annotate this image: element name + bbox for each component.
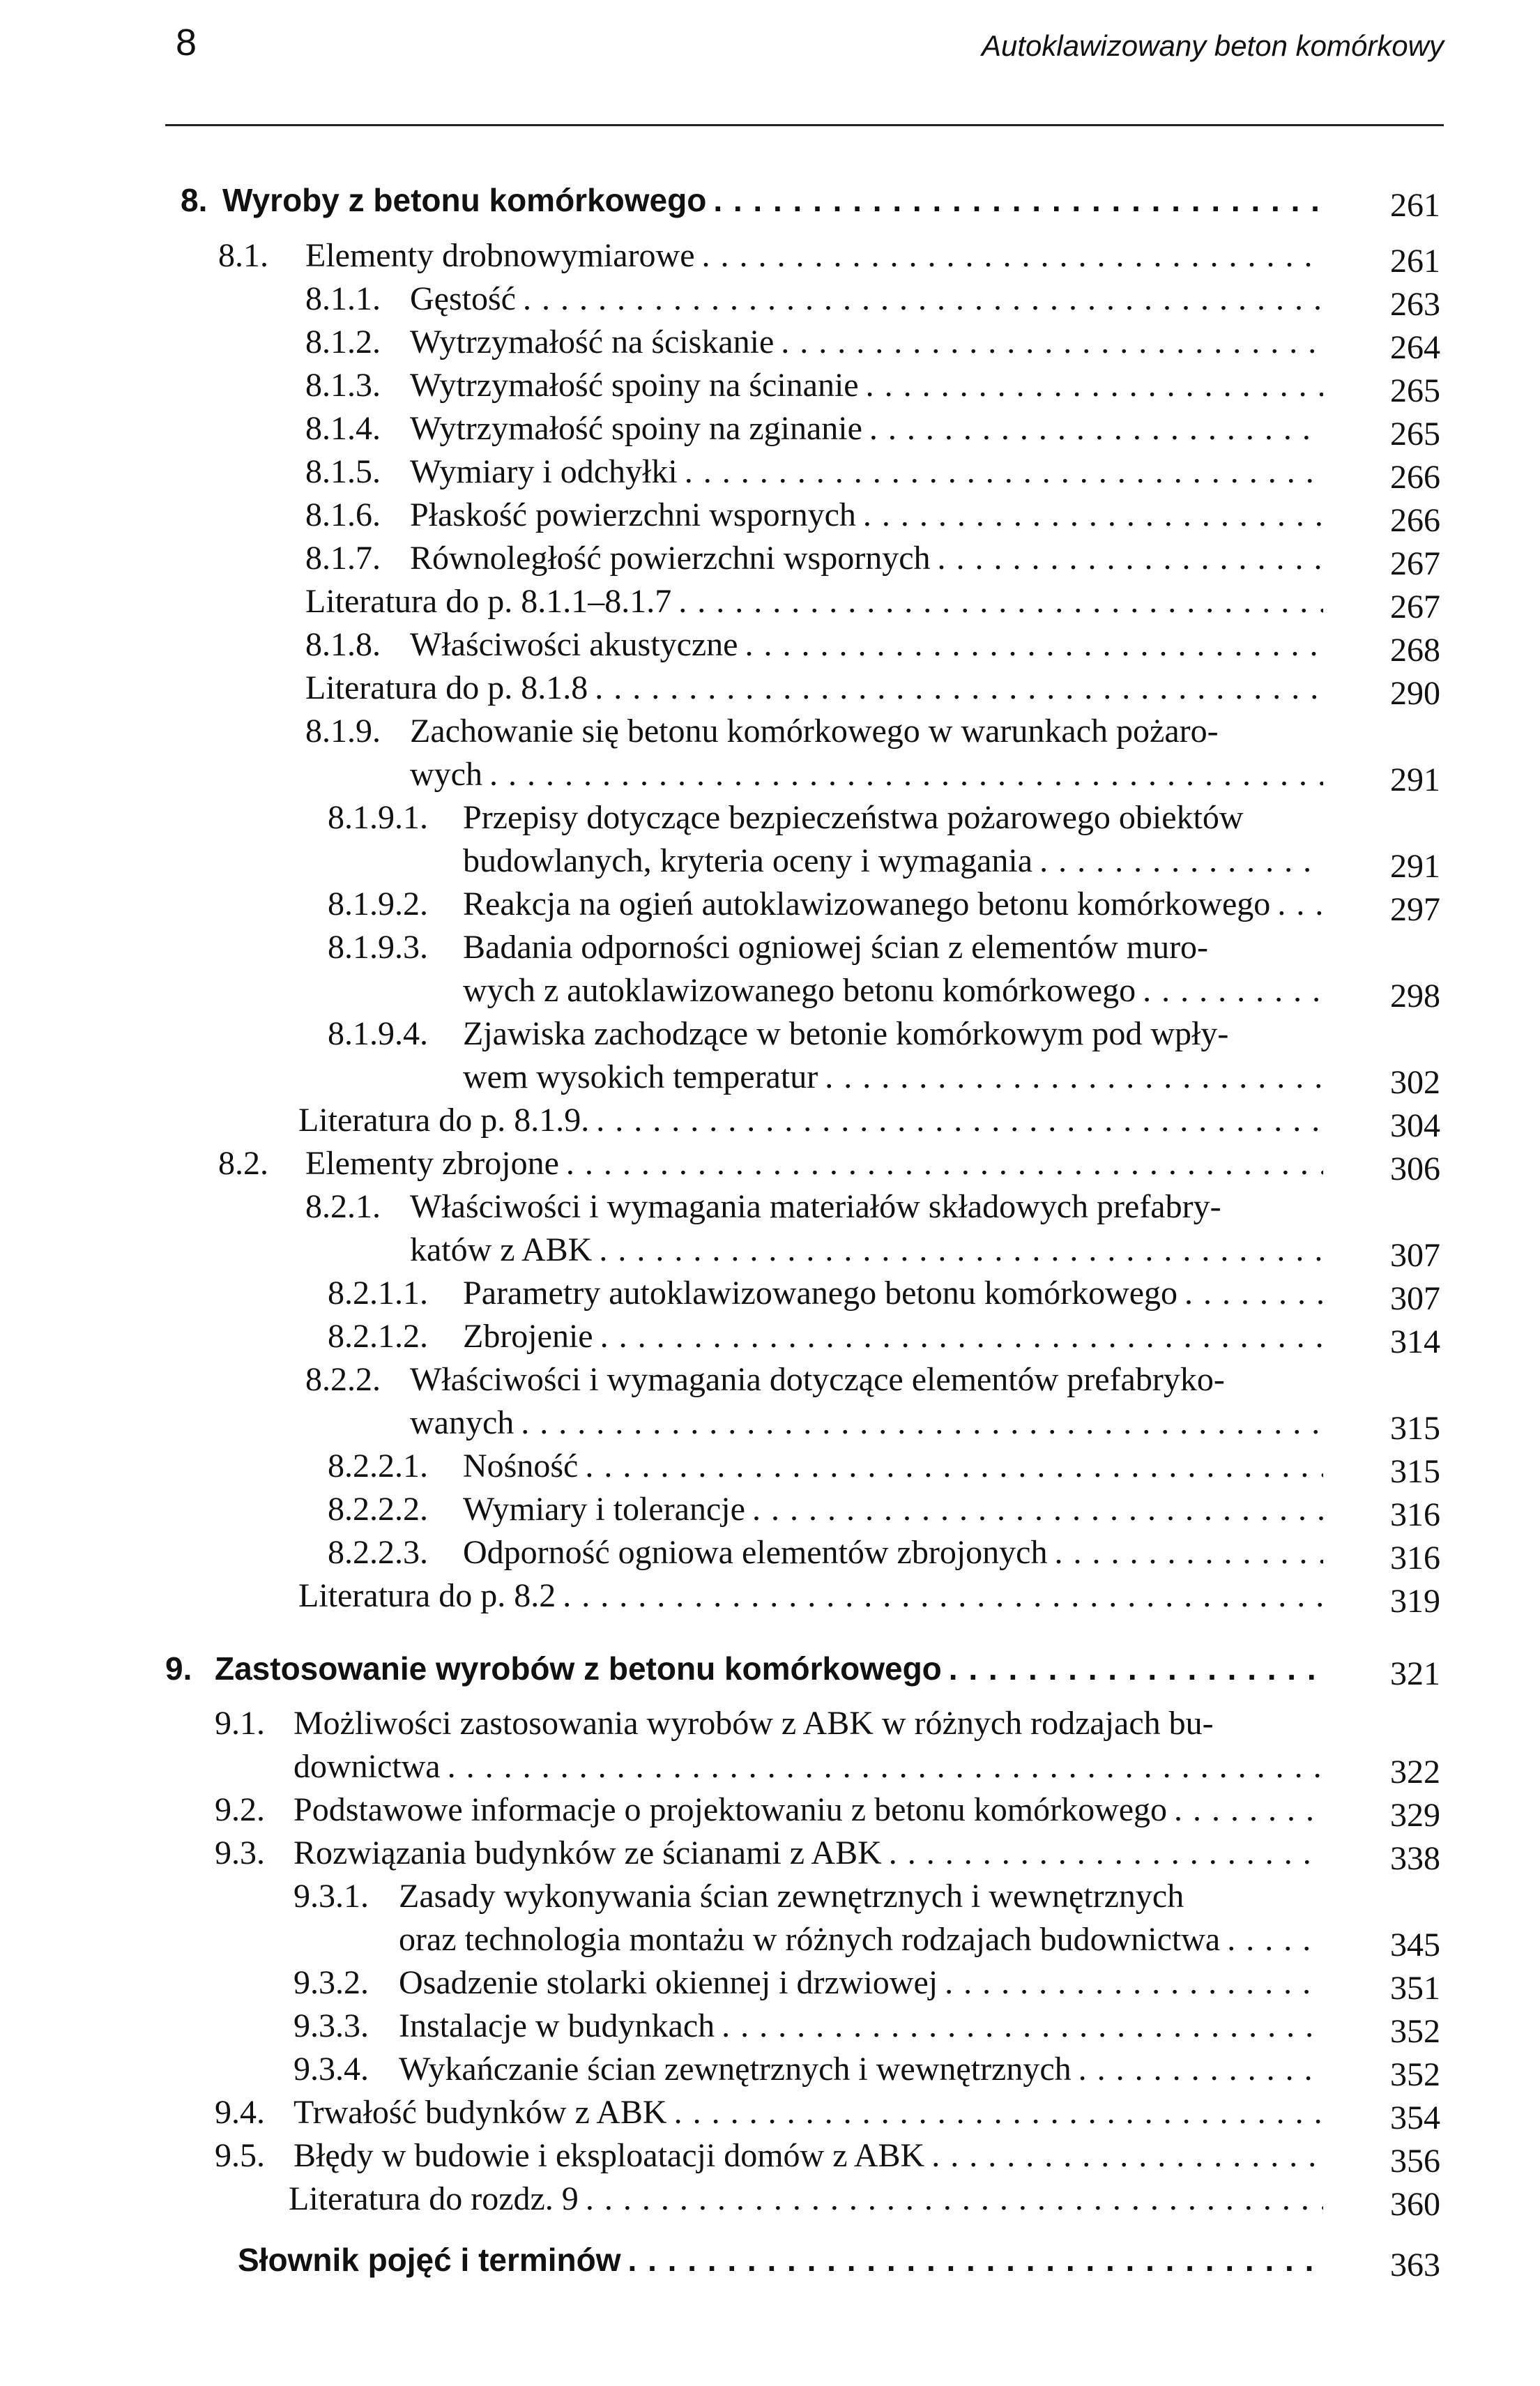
entry-page: 352 bbox=[1390, 2013, 1440, 2050]
entry-number: 9. bbox=[165, 1650, 192, 1687]
dot-leader bbox=[1136, 969, 1323, 1012]
dot-leader bbox=[882, 1832, 1323, 1875]
dot-leader bbox=[1270, 883, 1323, 926]
toc-entry[interactable] bbox=[0, 623, 1540, 667]
toc-entry[interactable] bbox=[0, 710, 1540, 753]
entry-page: 291 bbox=[1390, 761, 1440, 798]
dot-leader bbox=[514, 1401, 1323, 1445]
entry-title-line bbox=[399, 1961, 1323, 2005]
entry-title: Osadzenie stolarki okiennej i drzwiowej bbox=[399, 1964, 938, 2001]
entry-title: wanych bbox=[410, 1404, 514, 1441]
entry-title-line bbox=[410, 753, 1323, 796]
entry-page: 304 bbox=[1390, 1107, 1440, 1144]
dot-leader bbox=[592, 1229, 1323, 1272]
entry-page: 261 bbox=[1390, 243, 1440, 280]
dot-leader bbox=[942, 1647, 1323, 1690]
chapter-heading[interactable] bbox=[0, 1647, 1540, 1690]
entry-title-line bbox=[410, 494, 1323, 537]
entry-number: 8.1.9.1. bbox=[328, 799, 428, 836]
toc-entry[interactable] bbox=[0, 1012, 1540, 1056]
toc-entry[interactable] bbox=[0, 667, 1540, 710]
entry-page: 267 bbox=[1390, 588, 1440, 625]
entry-title: budowlanych, kryteria oceny i wymagania bbox=[463, 842, 1033, 879]
entry-title-line bbox=[463, 1012, 1323, 1056]
entry-number: 8.2.1. bbox=[305, 1188, 381, 1225]
entry-title: Wymiary i tolerancje bbox=[463, 1491, 745, 1528]
dot-leader bbox=[774, 321, 1323, 364]
entry-number: 8.2.2.3. bbox=[328, 1534, 428, 1571]
toc-entry[interactable] bbox=[0, 1531, 1540, 1574]
entry-title: Instalacje w budynkach bbox=[399, 2007, 715, 2044]
entry-number: 8.2.2.1. bbox=[328, 1447, 428, 1484]
entry-title: Błędy w budowie i eksploatacji domów z ABK bbox=[293, 2137, 925, 2174]
toc-entry[interactable] bbox=[0, 1832, 1540, 1875]
entry-title-line bbox=[305, 1142, 1323, 1185]
entry-title: wych z autoklawizowanego betonu komórkowego bbox=[463, 972, 1136, 1009]
toc-entry[interactable] bbox=[0, 1961, 1540, 2005]
entry-number: 8.1.2. bbox=[305, 324, 381, 360]
toc-entry[interactable] bbox=[0, 1056, 1540, 1099]
entry-number: 8.1.8. bbox=[305, 626, 381, 663]
dot-leader bbox=[579, 2178, 1323, 2221]
entry-title-line bbox=[410, 537, 1323, 580]
entry-number: 8.1.7. bbox=[305, 540, 381, 577]
entry-number: 8.1.9.3. bbox=[328, 929, 428, 966]
dot-leader bbox=[578, 1445, 1323, 1488]
entry-page: 267 bbox=[1390, 545, 1440, 582]
entry-page: 261 bbox=[1390, 187, 1440, 224]
entry-title: katów z ABK bbox=[410, 1231, 593, 1268]
toc-entry[interactable] bbox=[0, 407, 1540, 453]
dot-leader bbox=[441, 1745, 1323, 1788]
entry-title: Literatura do p. 8.1.1–8.1.7 bbox=[305, 583, 672, 620]
entry-title-line bbox=[410, 710, 1323, 753]
entry-page: 345 bbox=[1390, 1927, 1440, 1963]
toc-entry[interactable] bbox=[0, 321, 1540, 364]
toc-entry[interactable] bbox=[0, 796, 1540, 839]
dot-leader bbox=[671, 580, 1323, 623]
dot-leader bbox=[1177, 1272, 1323, 1315]
dot-leader bbox=[1167, 1788, 1323, 1832]
toc-entry[interactable] bbox=[0, 1918, 1540, 1961]
toc-entry[interactable] bbox=[0, 2048, 1540, 2091]
entry-title-line bbox=[222, 178, 1323, 222]
toc-entry[interactable] bbox=[0, 2178, 1540, 2221]
entry-page: 338 bbox=[1390, 1840, 1440, 1877]
dot-leader bbox=[621, 2238, 1323, 2281]
entry-title: Słownik pojęć i terminów bbox=[238, 2242, 621, 2278]
table-of-contents bbox=[0, 178, 1540, 2284]
dot-leader bbox=[1047, 1531, 1323, 1574]
entry-number: 8.2. bbox=[218, 1145, 268, 1182]
dot-leader bbox=[862, 407, 1323, 450]
toc-entry[interactable] bbox=[0, 1488, 1540, 1531]
toc-entry[interactable] bbox=[0, 450, 1540, 494]
toc-entry[interactable] bbox=[0, 1445, 1540, 1488]
entry-title: Literatura do p. 8.2 bbox=[298, 1577, 556, 1614]
dot-leader bbox=[859, 364, 1323, 407]
entry-title: Właściwości i wymagania materiałów składowych prefabry- bbox=[410, 1188, 1221, 1225]
entry-title-line bbox=[305, 667, 1323, 710]
entry-title: Przepisy dotyczące bezpieczeństwa pożarowego obiektów bbox=[463, 799, 1244, 836]
entry-title-line bbox=[410, 278, 1323, 321]
entry-title-line bbox=[463, 839, 1323, 883]
chapter-heading[interactable] bbox=[0, 178, 1540, 222]
toc-entry[interactable] bbox=[0, 2134, 1540, 2178]
entry-page: 315 bbox=[1390, 1410, 1440, 1447]
dot-leader bbox=[738, 623, 1323, 667]
entry-title-line bbox=[399, 1918, 1323, 1961]
entry-title-line bbox=[410, 1401, 1323, 1445]
entry-title-line bbox=[293, 1788, 1323, 1832]
entry-title-line bbox=[463, 1315, 1323, 1358]
entry-number: 8.2.2.2. bbox=[328, 1491, 428, 1528]
toc-entry[interactable] bbox=[0, 753, 1540, 796]
entry-number: 9.3. bbox=[215, 1834, 265, 1871]
dot-leader bbox=[516, 278, 1323, 321]
entry-title-line bbox=[410, 364, 1323, 407]
entry-number: 8.1.9.4. bbox=[328, 1015, 428, 1052]
dot-leader bbox=[938, 1961, 1323, 2005]
entry-title-line bbox=[410, 321, 1323, 364]
toc-chapter bbox=[0, 2238, 1540, 2284]
entry-page: 302 bbox=[1390, 1064, 1440, 1101]
entry-title: Wytrzymałość spoiny na zginanie bbox=[410, 410, 862, 447]
entry-title: Równoległość powierzchni wspornych bbox=[410, 540, 931, 577]
entry-title-line bbox=[463, 796, 1323, 839]
entry-title-line bbox=[289, 2178, 1323, 2221]
entry-title-line bbox=[305, 234, 1323, 278]
dot-leader bbox=[1220, 1918, 1323, 1961]
entry-title: Trwałość budynków z ABK bbox=[293, 2094, 667, 2131]
entry-title: Nośność bbox=[463, 1447, 579, 1484]
entry-title: oraz technologia montażu w różnych rodzajach budownictwa bbox=[399, 1921, 1221, 1958]
entry-title: Wytrzymałość spoiny na ścinanie bbox=[410, 367, 859, 404]
entry-number: 8.1.6. bbox=[305, 496, 381, 533]
entry-page: 264 bbox=[1390, 329, 1440, 366]
entry-page: 314 bbox=[1390, 1323, 1440, 1360]
entry-title: Zjawiska zachodzące w betonie komórkowym pod wpły- bbox=[463, 1015, 1229, 1052]
entry-number: 8. bbox=[181, 182, 208, 218]
entry-title-line bbox=[399, 2005, 1323, 2048]
running-title: Autoklawizowany beton komórkowy bbox=[982, 29, 1444, 62]
toc-entry[interactable] bbox=[0, 1702, 1540, 1745]
entry-number: 8.1.3. bbox=[305, 367, 381, 404]
entry-title: Reakcja na ogień autoklawizowanego betonu komórkowego bbox=[463, 886, 1271, 922]
dot-leader bbox=[678, 450, 1323, 494]
entry-title: Parametry autoklawizowanego betonu komórkowego bbox=[463, 1275, 1178, 1312]
entry-title: wych bbox=[410, 756, 482, 793]
entry-number: 9.3.3. bbox=[293, 2007, 369, 2044]
entry-number: 8.1. bbox=[218, 237, 268, 274]
toc-entry[interactable] bbox=[0, 839, 1540, 883]
entry-number: 9.4. bbox=[215, 2094, 265, 2131]
dot-leader bbox=[715, 2005, 1323, 2048]
entry-title-line bbox=[463, 883, 1323, 926]
entry-number: 9.3.1. bbox=[293, 1878, 369, 1915]
entry-page: 360 bbox=[1390, 2186, 1440, 2223]
toc-entry[interactable] bbox=[0, 1358, 1540, 1401]
entry-page: 290 bbox=[1390, 675, 1440, 712]
entry-page: 306 bbox=[1390, 1150, 1440, 1187]
entry-page: 315 bbox=[1390, 1453, 1440, 1490]
entry-title-line bbox=[410, 1358, 1323, 1401]
toc-entry[interactable] bbox=[0, 969, 1540, 1015]
entry-page: 265 bbox=[1390, 416, 1440, 453]
entry-number: 8.2.1.2. bbox=[328, 1318, 428, 1355]
entry-number: 8.1.1. bbox=[305, 280, 381, 317]
entry-title: Zachowanie się betonu komórkowego w warunkach pożaro- bbox=[410, 713, 1219, 750]
toc-entry[interactable] bbox=[0, 1574, 1540, 1618]
entry-title-line bbox=[463, 1056, 1323, 1099]
entry-title: Zastosowanie wyrobów z betonu komórkowego bbox=[215, 1650, 942, 1687]
entry-page: 263 bbox=[1390, 286, 1440, 323]
entry-page: 354 bbox=[1390, 2099, 1440, 2136]
toc-entry[interactable] bbox=[0, 1229, 1540, 1272]
entry-page: 307 bbox=[1390, 1237, 1440, 1274]
dot-leader bbox=[818, 1056, 1323, 1099]
toc-entry[interactable] bbox=[0, 234, 1540, 278]
entry-title-line bbox=[399, 2048, 1323, 2091]
toc-entry[interactable] bbox=[0, 1401, 1540, 1445]
entry-title-line bbox=[298, 1099, 1323, 1142]
entry-title-line bbox=[410, 1185, 1323, 1229]
entry-title: Płaskość powierzchni wspornych bbox=[410, 496, 856, 533]
toc-entry[interactable] bbox=[0, 278, 1540, 321]
entry-title: Zasady wykonywania ścian zewnętrznych i wewnętrznych bbox=[399, 1878, 1184, 1915]
dot-leader bbox=[667, 2091, 1323, 2134]
entry-title-line bbox=[293, 1745, 1323, 1788]
dot-leader bbox=[588, 667, 1323, 710]
toc-entry[interactable] bbox=[0, 926, 1540, 969]
entry-page: 266 bbox=[1390, 502, 1440, 539]
entry-title: Wykańczanie ścian zewnętrznych i wewnętrznych bbox=[399, 2051, 1072, 2088]
entry-page: 268 bbox=[1390, 632, 1440, 669]
toc-entry[interactable] bbox=[0, 1272, 1540, 1315]
entry-title-line bbox=[463, 1272, 1323, 1315]
entry-title-line bbox=[463, 1531, 1323, 1574]
entry-title-line bbox=[399, 1875, 1323, 1918]
entry-number: 9.3.4. bbox=[293, 2051, 369, 2088]
dot-leader bbox=[931, 537, 1323, 580]
toc-entry[interactable] bbox=[0, 364, 1540, 407]
toc-entry[interactable] bbox=[0, 494, 1540, 537]
entry-title-line bbox=[463, 926, 1323, 969]
toc-entry[interactable] bbox=[0, 1185, 1540, 1229]
dot-leader bbox=[745, 1488, 1323, 1531]
toc-entry[interactable] bbox=[0, 580, 1540, 623]
toc-entry[interactable] bbox=[0, 2005, 1540, 2048]
dot-leader bbox=[556, 1574, 1323, 1618]
entry-title: Rozwiązania budynków ze ścianami z ABK bbox=[293, 1834, 882, 1871]
entry-title: Elementy zbrojone bbox=[305, 1145, 559, 1182]
entry-page: 363 bbox=[1390, 2247, 1440, 2284]
entry-number: 8.1.4. bbox=[305, 410, 381, 447]
entry-title-line bbox=[293, 2134, 1323, 2178]
entry-title-line bbox=[305, 580, 1323, 623]
entry-title: Właściwości akustyczne bbox=[410, 626, 738, 663]
entry-title-line bbox=[410, 1229, 1323, 1272]
header-rule bbox=[165, 124, 1444, 126]
chapter-heading[interactable] bbox=[0, 2238, 1540, 2284]
entry-number: 9.5. bbox=[215, 2137, 265, 2174]
toc-entry[interactable] bbox=[0, 1315, 1540, 1358]
entry-title: Badania odporności ogniowej ścian z elementów muro- bbox=[463, 929, 1209, 966]
entry-number: 8.2.1.1. bbox=[328, 1275, 428, 1312]
entry-page: 351 bbox=[1390, 1970, 1440, 2007]
page-number: 8 bbox=[176, 22, 197, 63]
entry-title: downictwa bbox=[293, 1748, 441, 1785]
entry-page: 321 bbox=[1390, 1655, 1440, 1692]
entry-page: 319 bbox=[1390, 1583, 1440, 1620]
entry-title-line bbox=[410, 623, 1323, 667]
entry-title-line bbox=[298, 1574, 1323, 1618]
entry-number: 8.1.5. bbox=[305, 453, 381, 490]
entry-title: Gęstość bbox=[410, 280, 516, 317]
toc-entry[interactable] bbox=[0, 883, 1540, 926]
dot-leader bbox=[589, 1099, 1323, 1142]
entry-title: Zbrojenie bbox=[463, 1318, 593, 1355]
entry-title: Właściwości i wymagania dotyczące elementów prefabryko- bbox=[410, 1361, 1225, 1398]
dot-leader bbox=[856, 494, 1323, 537]
toc-chapter bbox=[0, 178, 1540, 1618]
entry-number: 9.1. bbox=[215, 1705, 265, 1742]
entry-number: 8.2.2. bbox=[305, 1361, 381, 1398]
entry-page: 307 bbox=[1390, 1280, 1440, 1317]
entry-number: 9.2. bbox=[215, 1791, 265, 1828]
entry-title-line bbox=[463, 969, 1323, 1012]
entry-page: 322 bbox=[1390, 1754, 1440, 1791]
entry-title: Literatura do rozdz. 9 bbox=[289, 2180, 579, 2217]
toc-chapter bbox=[0, 1647, 1540, 2221]
entry-title-line bbox=[238, 2238, 1323, 2281]
entry-title-line bbox=[215, 1647, 1323, 1690]
entry-page: 266 bbox=[1390, 459, 1440, 496]
entry-page: 298 bbox=[1390, 978, 1440, 1015]
entry-title: Podstawowe informacje o projektowaniu z betonu komórkowego bbox=[293, 1791, 1168, 1828]
entry-page: 265 bbox=[1390, 372, 1440, 409]
entry-title-line bbox=[463, 1488, 1323, 1531]
entry-title: Literatura do p. 8.1.9. bbox=[298, 1102, 590, 1139]
dot-leader bbox=[695, 234, 1323, 278]
toc-entry[interactable] bbox=[0, 1788, 1540, 1832]
entry-title-line bbox=[410, 450, 1323, 494]
toc-entry[interactable] bbox=[0, 1099, 1540, 1142]
dot-leader bbox=[706, 178, 1323, 222]
entry-title-line bbox=[293, 1702, 1323, 1745]
dot-leader bbox=[593, 1315, 1323, 1358]
entry-title: Wyroby z betonu komórkowego bbox=[222, 182, 707, 218]
entry-title: wem wysokich temperatur bbox=[463, 1058, 818, 1095]
entry-title: Wymiary i odchyłki bbox=[410, 453, 678, 490]
entry-title: Odporność ogniowa elementów zbrojonych bbox=[463, 1534, 1048, 1571]
entry-page: 291 bbox=[1390, 848, 1440, 885]
dot-leader bbox=[924, 2134, 1323, 2178]
entry-title: Literatura do p. 8.1.8 bbox=[305, 669, 588, 706]
entry-title-line bbox=[463, 1445, 1323, 1488]
entry-page: 316 bbox=[1390, 1540, 1440, 1576]
entry-number: 9.3.2. bbox=[293, 1964, 369, 2001]
entry-number: 8.1.9. bbox=[305, 713, 381, 750]
dot-leader bbox=[1032, 839, 1323, 883]
entry-title: Możliwości zastosowania wyrobów z ABK w różnych rodzajach bu- bbox=[293, 1705, 1214, 1742]
entry-page: 356 bbox=[1390, 2143, 1440, 2180]
toc-entry[interactable] bbox=[0, 1745, 1540, 1791]
entry-page: 329 bbox=[1390, 1797, 1440, 1834]
entry-title-line bbox=[293, 2091, 1323, 2134]
entry-number: 8.1.9.2. bbox=[328, 886, 428, 922]
entry-title: Wytrzymałość na ściskanie bbox=[410, 324, 775, 360]
toc-entry[interactable] bbox=[0, 537, 1540, 580]
dot-leader bbox=[482, 753, 1323, 796]
entry-page: 297 bbox=[1390, 891, 1440, 928]
dot-leader bbox=[559, 1142, 1323, 1185]
entry-title: Elementy drobnowymiarowe bbox=[305, 237, 695, 274]
toc-entry[interactable] bbox=[0, 2091, 1540, 2134]
entry-title-line bbox=[410, 407, 1323, 450]
entry-page: 352 bbox=[1390, 2056, 1440, 2093]
toc-entry[interactable] bbox=[0, 1142, 1540, 1185]
dot-leader bbox=[1072, 2048, 1323, 2091]
toc-entry[interactable] bbox=[0, 1875, 1540, 1918]
entry-title-line bbox=[293, 1832, 1323, 1875]
entry-page: 316 bbox=[1390, 1496, 1440, 1533]
